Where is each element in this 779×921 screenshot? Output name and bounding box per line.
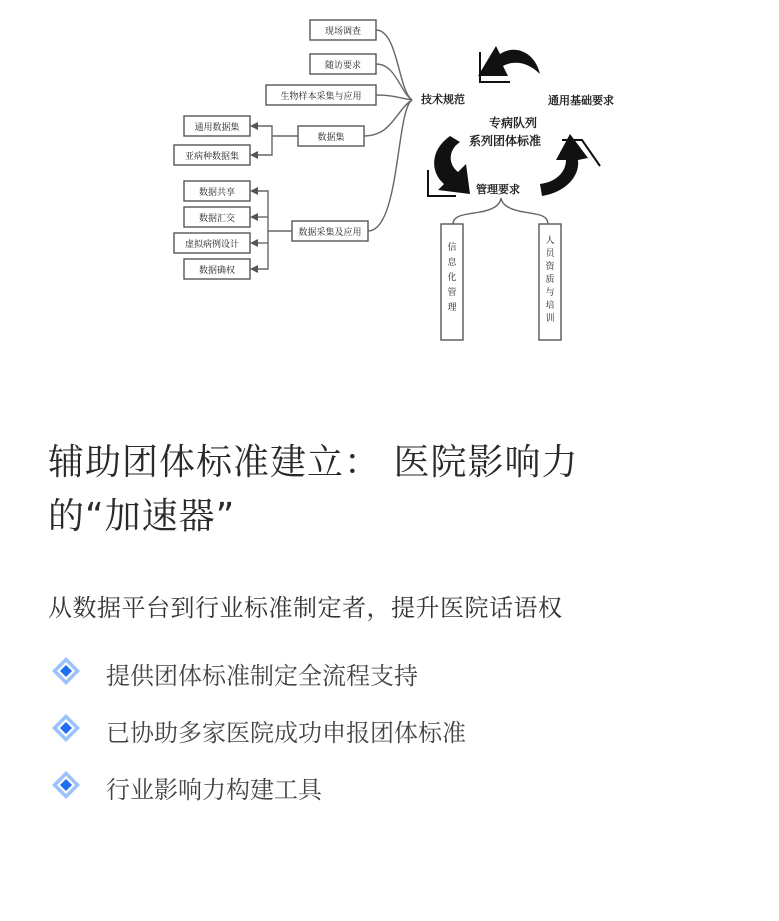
node-data-collection: 数据采集及应用: [298, 228, 362, 238]
svg-text:训: 训: [545, 314, 555, 324]
svg-text:人: 人: [545, 236, 555, 246]
item-general-dataset: 通用数据集: [194, 123, 240, 133]
page-subtitle: 从数据平台到行业标准制定者，提升医院话语权: [48, 594, 563, 622]
bullet-text: 行业影响力构建工具: [106, 776, 322, 804]
svg-text:信: 信: [447, 243, 457, 253]
svg-text:资: 资: [545, 262, 555, 272]
svg-text:员: 员: [545, 249, 555, 259]
svg-text:理: 理: [447, 303, 457, 313]
item-data-share: 数据共享: [198, 188, 236, 198]
item-data-submit: 数据汇交: [198, 214, 236, 224]
title-line-2: 的“加速器”: [48, 496, 236, 537]
title-line-1: 辅助团体标准建立： 医院影响力: [48, 442, 579, 483]
bullet-text: 已协助多家医院成功申报团体标准: [106, 719, 466, 747]
svg-text:化: 化: [447, 273, 457, 283]
item-subtype-dataset: 亚病种数据集: [184, 152, 240, 162]
list-item: [48, 770, 466, 827]
svg-text:与: 与: [545, 288, 555, 298]
item-data-rights: 数据确权: [198, 266, 236, 276]
box-info-management: [447, 241, 457, 313]
cycle-center-line2: 系列团体标准: [468, 134, 542, 148]
item-biosample: 生物样本采集与应用: [280, 92, 362, 102]
node-dataset: 数据集: [317, 133, 345, 143]
cycle-general-basic: 通用基础要求: [548, 94, 614, 107]
cycle-tech-spec: 技术规范: [421, 93, 465, 106]
svg-text:管: 管: [447, 288, 457, 298]
list-item: [48, 656, 466, 713]
cycle-arrow-right-icon: [540, 134, 588, 196]
diamond-bullet-icon: [48, 767, 84, 803]
page-title: [48, 436, 688, 544]
item-field-survey: 现场调查: [324, 27, 362, 37]
svg-text:质: 质: [545, 275, 555, 285]
list-item: [48, 713, 466, 770]
item-followup: 随访要求: [324, 61, 362, 71]
item-virtual-case: 虚拟病例设计: [184, 240, 240, 250]
standards-cycle: [420, 46, 614, 340]
diamond-bullet-icon: [48, 710, 84, 746]
svg-text:息: 息: [447, 258, 457, 268]
tech-spec-branch: [174, 20, 412, 279]
cycle-center-line1: 专病队列: [488, 116, 538, 130]
diamond-bullet-icon: [48, 653, 84, 689]
cycle-management: 管理要求: [476, 183, 520, 196]
feature-list: [48, 656, 466, 827]
cycle-arrow-top-icon: [478, 46, 540, 76]
cycle-arrow-left-icon: [434, 136, 470, 194]
svg-text:培: 培: [545, 301, 555, 311]
team-standard-diagram: [0, 0, 779, 360]
bullet-text: 提供团体标准制定全流程支持: [106, 662, 418, 690]
